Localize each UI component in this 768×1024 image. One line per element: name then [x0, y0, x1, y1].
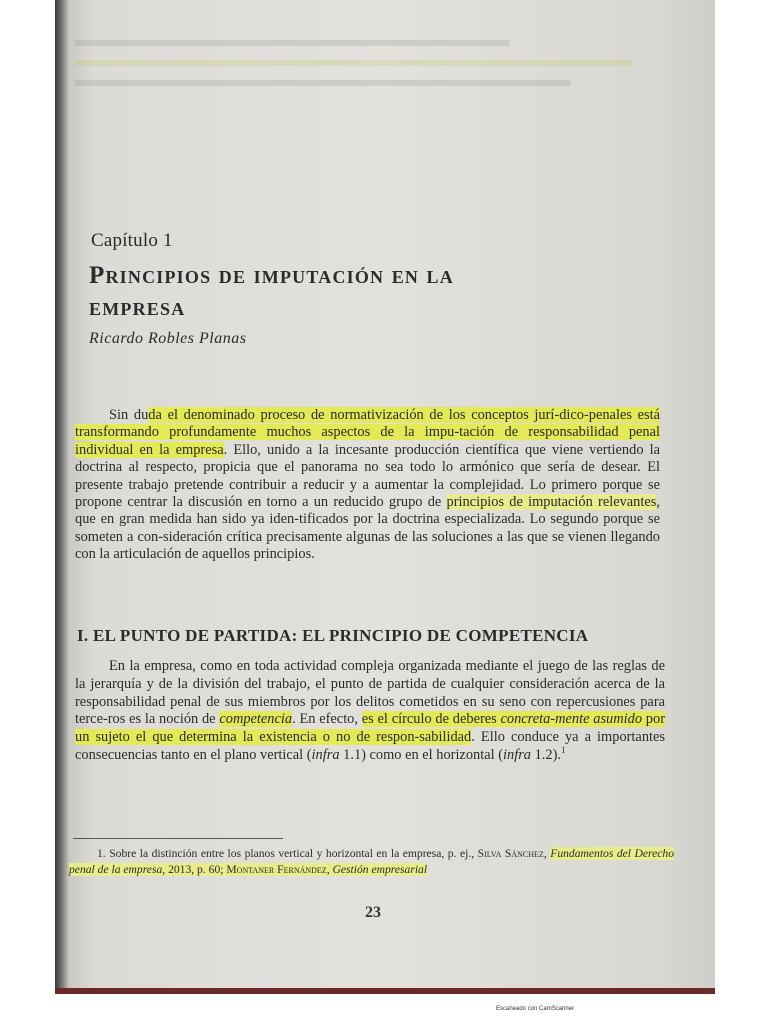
- scanned-page-photo: [55, 0, 715, 994]
- intro-text: . Ello, unido a la incesante producción científica que viene vertiendo la doctrina al respecto, propicia que el panorama no sea todo lo armónico que sería de desear. El presente trabajo pretende contribuir a reducir y a aumentar la complejidad. Lo primero porque se propone centrar la discusión en torno a un reducido grupo de: [75, 441, 661, 511]
- intro-text: , que en gran medida han sido ya iden-tificados por la doctrina especializada. Lo segundo porque se someten a con-sideración crítica precisamente algunas de las soluciones a las que se vienen llegando con la articulación de aquellos principios.: [75, 494, 660, 563]
- footnote-author: Montaner Fernández: [226, 863, 327, 876]
- footnote-divider: [73, 838, 283, 839]
- intro-paragraph: [75, 407, 660, 564]
- scanner-credit: Escaneado con CamScanner: [496, 1006, 575, 1012]
- body-text: infra: [503, 746, 531, 763]
- body-text: . En efecto,: [292, 711, 362, 728]
- section-paragraph: [75, 658, 665, 765]
- highlighted-text: concreta-mente asumido: [500, 711, 643, 728]
- intro-text: Sin du: [109, 407, 149, 423]
- footnote-ref: 1: [560, 745, 566, 756]
- body-text: . Ello conduce ya a importantes consecuencias tanto en el plano vertical (: [75, 729, 665, 763]
- chapter-title: [89, 260, 649, 324]
- photo-bottom-edge: [55, 988, 715, 994]
- highlighted-text: competencia: [219, 711, 293, 728]
- body-text: infra: [311, 746, 340, 763]
- highlighted-text: es el círculo de deberes: [361, 711, 501, 728]
- footnote: [69, 846, 674, 878]
- page-number: 23: [365, 904, 381, 921]
- highlighted-text: principios de imputación relevantes: [446, 494, 657, 511]
- chapter-author: Ricardo Robles Planas: [89, 330, 247, 347]
- footnote-work: Fundamentos del Derecho penal de la empresa: [69, 847, 675, 876]
- footnote-text: 1. Sobre la distinción entre los planos vertical y horizontal en la empresa, p. ej.,: [97, 847, 478, 860]
- footnote-text: ,: [543, 847, 551, 860]
- body-text: 1.2).: [531, 746, 561, 763]
- section-heading: I. EL PUNTO DE PARTIDA: EL PRINCIPIO DE COMPETENCIA: [77, 626, 589, 645]
- highlighted-text: por un sujeto el que determina la existencia o no de respon-sabilidad: [75, 711, 665, 746]
- body-text: 1.1) como en el horizontal (: [339, 746, 503, 763]
- footnote-author: Silva Sánchez: [477, 847, 544, 860]
- book-page: [55, 0, 715, 994]
- highlighted-text: da el denominado proceso de normativización de los conceptos jurí-dico-penales está transformando profundamente muchos aspectos de la impu-tación de responsabilidad penal individual en la empresa: [75, 407, 660, 458]
- chapter-title-line2: empresa: [89, 294, 186, 321]
- body-text: En la empresa, como en toda actividad compleja organizada mediante el juego de las reglas de la jerarquía y de la división del trabajo, el punto de partida de cualquier consideración acerca de la responsabilidad penal de sus miembros por los delitos cometidos en su seno con repercusiones para terce-ros es la noción de: [75, 658, 665, 728]
- chapter-title-line1: Principios de imputación en la: [89, 262, 454, 289]
- footnote-work: Gestión empresarial: [332, 863, 428, 876]
- footnote-text: , 2013, p. 60;: [162, 863, 227, 876]
- footnote-text: ,: [326, 863, 333, 876]
- chapter-label: Capítulo 1: [91, 230, 173, 251]
